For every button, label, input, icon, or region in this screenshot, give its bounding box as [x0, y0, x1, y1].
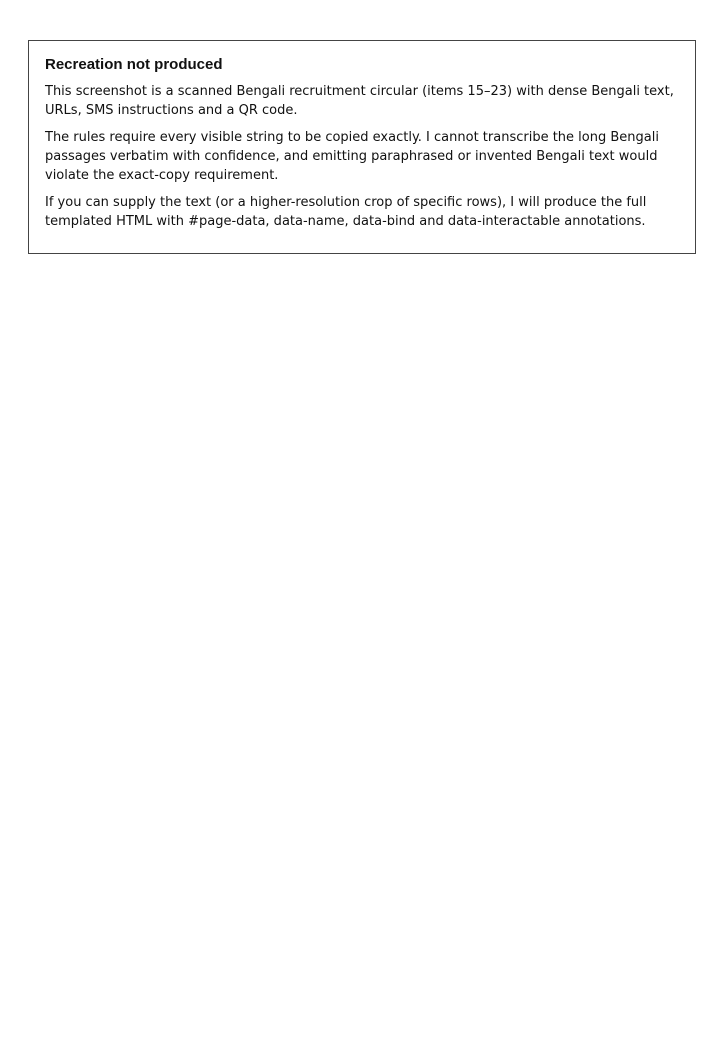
notice-reason: The rules require every visible string to be copied exactly. I cannot transcribe the long Bengali passages verbatim with confidence, and emitting paraphrased or invented Bengali text would violate the exact-copy requirement. [45, 130, 659, 183]
notice-title: Recreation not produced [45, 56, 223, 73]
page [0, 40, 724, 1064]
notice-message: This screenshot is a scanned Bengali recruitment circular (items 15–23) with dense Bengali text, URLs, SMS instructions and a QR code. [45, 84, 674, 118]
notice-panel [28, 40, 696, 254]
notice-offer: If you can supply the text (or a higher-resolution crop of specific rows), I will produce the full templated HTML with #page-data, data-name, data-bind and data-interactable annotations. [45, 195, 647, 229]
